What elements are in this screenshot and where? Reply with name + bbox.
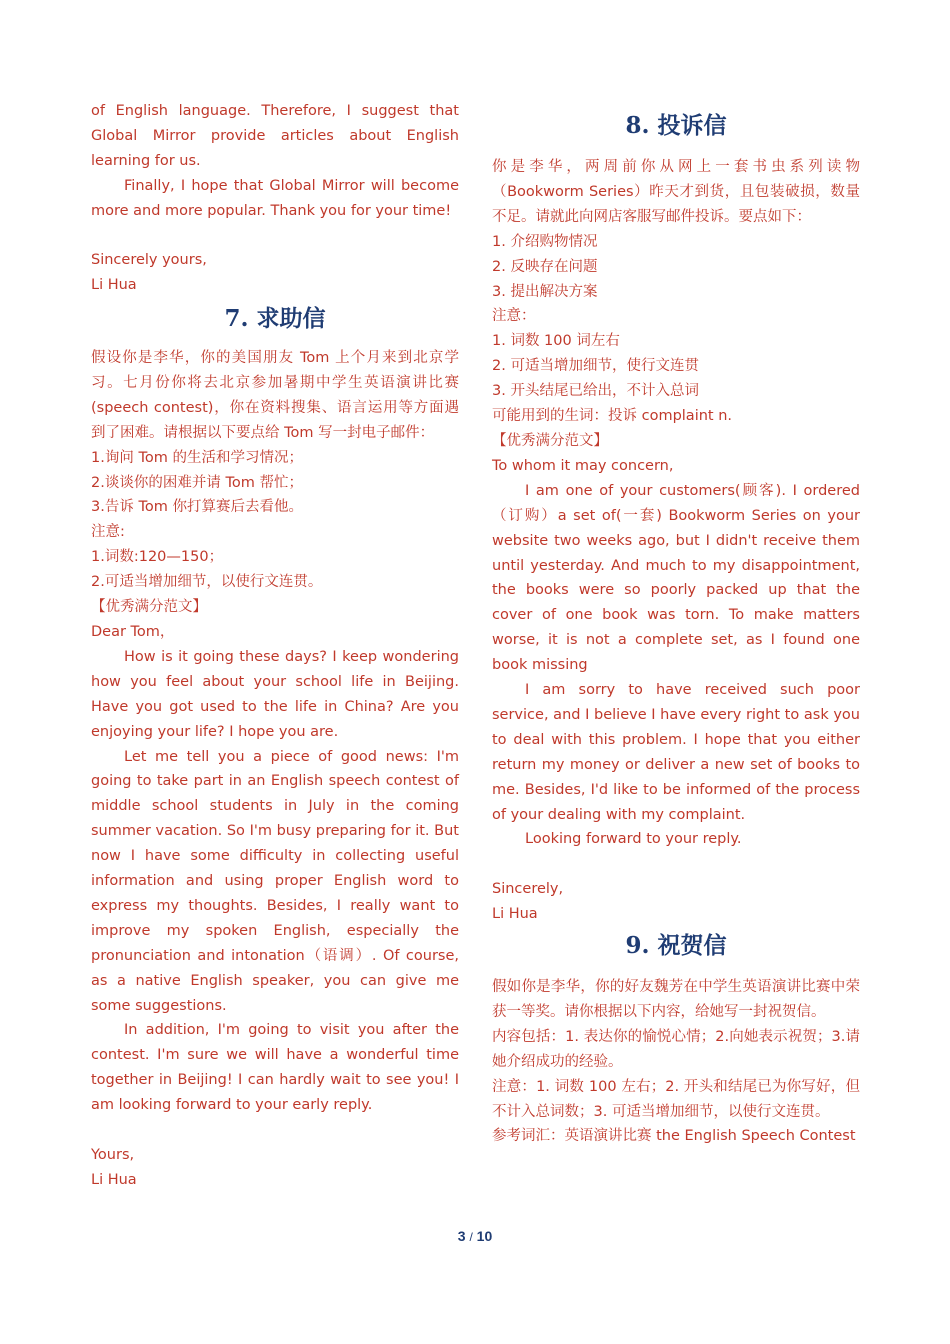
- closing: Sincerely yours,: [91, 252, 207, 269]
- sample-essay-label: 【优秀满分范文】: [91, 599, 207, 616]
- note-item: 1.词数:120—150；: [91, 549, 224, 566]
- page-separator: /: [469, 1230, 473, 1244]
- task-description: 假如你是李华，你的好友魏芳在中学生英语演讲比赛中荣获一等奖。请你根据以下内容，给她写一封祝贺信。: [492, 979, 860, 1020]
- task-content: 内容包括：1. 表达你的愉悦心情；2.向她表示祝贺；3.请她介绍成功的经验。: [492, 1028, 860, 1070]
- current-page: 3: [457, 1228, 466, 1244]
- section-9-content: [492, 975, 860, 1149]
- body-paragraph: In addition, I'm going to visit you after the contest. I'm sure we will have a wonderful time together in Beijing! I can hardly wait to see you! I am looking forward to your early reply.: [91, 1022, 459, 1114]
- section-8-title: 8. 投诉信: [625, 112, 727, 139]
- body-paragraph: I am sorry to have received such poor service, and I believe I have every right to ask you to deal with this problem. I hope that you either return my money or deliver a new set of books to me. Besides, I'd like to be informed of the process of your dealing with my complaint.: [492, 682, 860, 823]
- task-point: 2.谈谈你的困难并请 Tom 帮忙；: [91, 474, 303, 491]
- sample-essay-label: 【优秀满分范文】: [492, 432, 608, 449]
- body-paragraph: of English language. Therefore, I suggest that Global Mirror provide articles about English learning for us.: [91, 103, 459, 169]
- note-item: 2. 可适当增加细节，使行文连贯: [492, 358, 699, 375]
- section-7-title: 7. 求助信: [224, 305, 326, 332]
- body-paragraph: Let me tell you a piece of good news: I'm going to take part in an English speech contest of middle school students in July in the coming summer vacation. So I'm busy preparing for it. But now I have some difficulty in collecting useful information and using proper English word to express my thoughts. Besides, I really want to improve my spoken English, especially the pronunciation and intonation（语调）. Of course, as a native English speaker, you can give me some suggestions.: [91, 748, 459, 1014]
- note-item: 2.可适当增加细节，以使行文连贯。: [91, 574, 323, 591]
- closing: Sincerely,: [492, 881, 564, 898]
- task-point: 3. 提出解决方案: [492, 283, 598, 300]
- note-item: 3. 开头结尾已给出，不计入总词: [492, 383, 699, 400]
- section-8-content: [492, 155, 860, 927]
- task-point: 3.告诉 Tom 你打算赛后去看他。: [91, 499, 303, 516]
- signature: Li Hua: [91, 1171, 137, 1188]
- body-paragraph: I am one of your customers(顾客). I ordered（订购）a set of(一套) Bookworm Series on your website two weeks ago, but I didn't receive them until yesterday. And much to my disappointment, the books were so poorly packed up that the cover of one book was torn. To make matters worse, it is not a complete set, as I found one book missing: [492, 482, 860, 674]
- vocabulary-hint: 参考词汇：英语演讲比赛 the English Speech Contest: [492, 1128, 856, 1145]
- salutation: Dear Tom，: [91, 623, 175, 640]
- task-point: 1.询问 Tom 的生活和学习情况；: [91, 449, 303, 466]
- salutation: To whom it may concern,: [492, 457, 674, 474]
- body-paragraph: Finally, I hope that Global Mirror will become more and more popular. Thank you for your time!: [91, 177, 459, 219]
- section-7-content: [91, 346, 459, 1193]
- page-number: [0, 1228, 950, 1244]
- signature: Li Hua: [492, 906, 538, 923]
- section-9-title: 9. 祝贺信: [625, 932, 727, 959]
- body-paragraph: Looking forward to your reply.: [525, 831, 742, 848]
- notes-label: 注意：: [492, 308, 536, 325]
- vocabulary-hint: 可能用到的生词：投诉 complaint n.: [492, 408, 733, 425]
- task-point: 1. 介绍购物情况: [492, 233, 598, 250]
- task-description: 假设你是李华，你的美国朋友 Tom 上个月来到北京学习。七月份你将去北京参加暑期中学生英语演讲比赛 (speech contest)，你在资料搜集、语言运用等方面遇到了困难。请根据以下要点给 Tom 写一封电子邮件：: [91, 350, 459, 441]
- note-item: 1. 词数 100 词左右: [492, 333, 620, 350]
- closing: Yours,: [91, 1146, 135, 1163]
- notes-label: 注意:: [91, 524, 125, 541]
- task-description: 你是李华，两周前你从网上一套书虫系列读物（Bookworm Series）昨天才到货，且包装破损，数量不足。请就此向网店客服写邮件投诉。要点如下：: [492, 159, 860, 225]
- body-paragraph: How is it going these days? I keep wondering how you feel about your school life in Beijing. Have you got used to the life in China? Are you enjoying your life? I hope you are.: [91, 648, 459, 740]
- task-point: 2. 反映存在问题: [492, 258, 598, 275]
- task-notes: 注意：1. 词数 100 左右；2. 开头和结尾已为你写好，但不计入总词数；3. 可适当增加细节，以使行文连贯。: [492, 1078, 860, 1120]
- total-pages: 10: [476, 1228, 493, 1244]
- signature: Li Hua: [91, 277, 137, 294]
- previous-letter-continuation: [91, 99, 459, 298]
